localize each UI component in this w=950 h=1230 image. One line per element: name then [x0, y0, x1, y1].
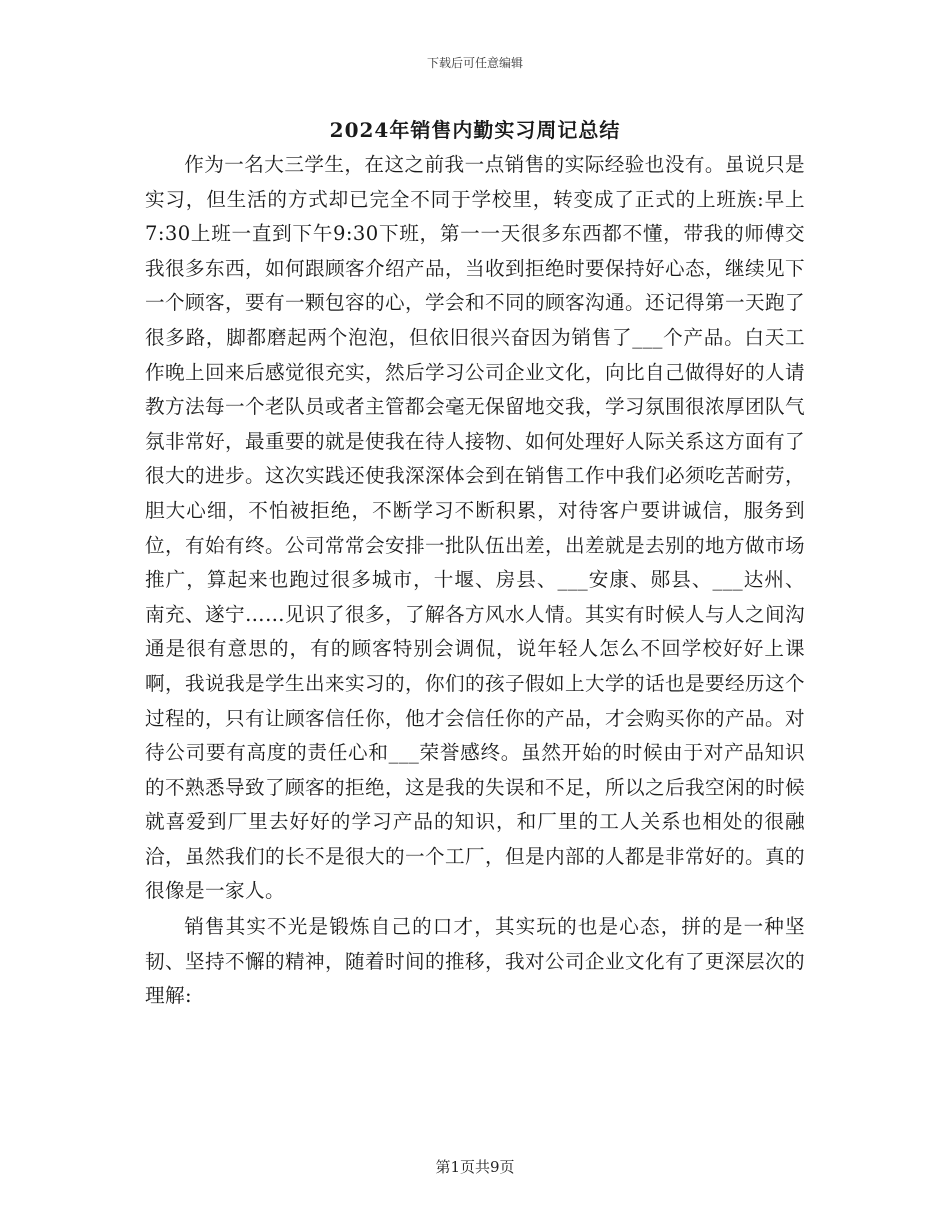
document-title: 2024年销售内勤实习周记总结	[329, 118, 621, 142]
body-paragraph: 作为一名大三学生，在这之前我一点销售的实际经验也没有。虽说只是实习，但生活的方式却已完全不同于学校里，转变成了正式的上班族:早上7:30上班一直到下午9:30下班，第一一天很多东西都不懂，带我的师傅交我很多东西，如何跟顾客介绍产品，当收到拒绝时要保持好心态，继续见下一个顾客，要有一颗包容的心，学会和不同的顾客沟通。还记得第一天跑了很多路，脚都磨起两个泡泡，但依旧很兴奋因为销售了___个产品。白天工作晚上回来后感觉很充实，然后学习公司企业文化，向比自己做得好的人请教方法每一个老队员或者主管都会毫无保留地交我，学习氛围很浓厚团队气氛非常好，最重要的就是使我在待人接物、如何处理好人际关系这方面有了很大的进步。这次实践还使我深深体会到在销售工作中我们必须吃苦耐劳，胆大心细，不怕被拒绝，不断学习不断积累，对待客户要讲诚信，服务到位，有始有终。公司常常会安排一批队伍出差，出差就是去别的地方做市场推广，算起来也跑过很多城市，十堰、房县、___安康、郧县、___达州、南充、遂宁……见识了很多，了解各方风水人情。其实有时候人与人之间沟通是很有意思的，有的顾客特别会调侃，说年轻人怎么不回学校好好上课啊，我说我是学生出来实习的，你们的孩子假如上大学的话也是要经历这个过程的，只有让顾客信任你，他才会信任你的产品，才会购买你的产品。对待公司要有高度的责任心和___荣誉感终。虽然开始的时候由于对产品知识的不熟悉导致了顾客的拒绝，这是我的失误和不足，所以之后我空闲的时候就喜爱到厂里去好好的学习产品的知识，和厂里的工人关系也相处的很融洽，虽然我们的长不是很大的一个工厂，但是内部的人都是非常好的。真的很像是一家人。	[145, 153, 805, 903]
page-header-note: 下载后可任意编辑	[426, 56, 523, 70]
document-body	[145, 148, 805, 1014]
page-number: 第1页共9页	[435, 1158, 515, 1176]
body-paragraph: 销售其实不光是锻炼自己的口才，其实玩的也是心态，拼的是一种坚韧、坚持不懈的精神，随着时间的推移，我对公司企业文化有了更深层次的理解:	[145, 915, 805, 1008]
